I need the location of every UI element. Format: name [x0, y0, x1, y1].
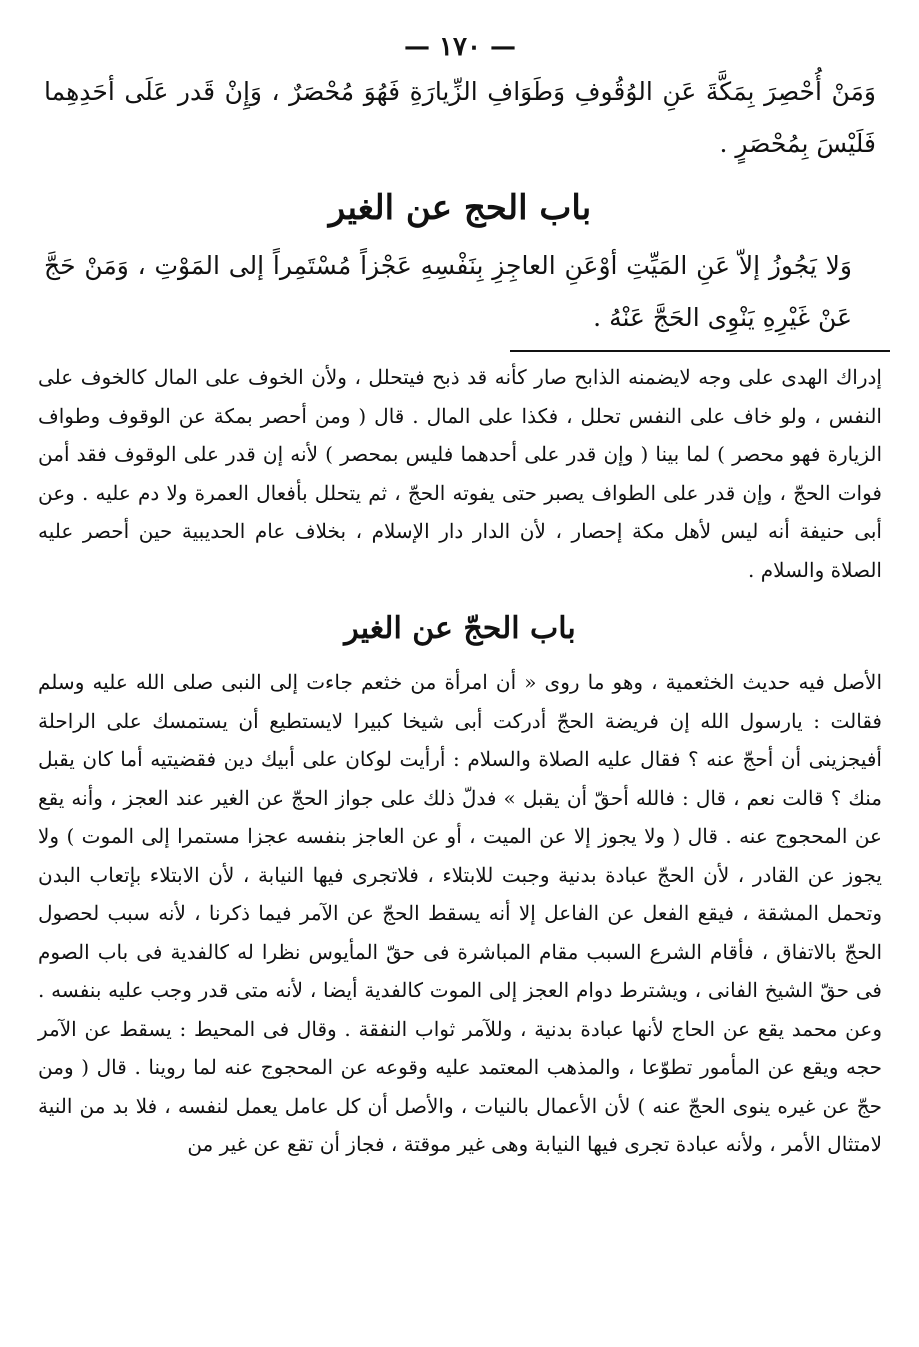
document-page — [30, 30, 890, 1320]
sharh-body-paragraph: الأصل فيه حديث الخثعمية ، وهو ما روى « أن امرأة من خثعم جاءت إلى النبى صلى الله عليه وسلم فقالت : يارسول الله إن فريضة الحجّ أدركت أبى شيخا كبيرا لايستطيع أن يستمسك على الراحلة أفيجزينى أن أحجّ عنه ؟ فقال عليه الصلاة والسلام : أرأيت لوكان على أبيك دين فقضيتيه أما كان يقبل منك ؟ قالت نعم ، قال : فالله أحقّ أن يقبل » فدلّ ذلك على جواز الحجّ عن الغير عند العجز ، وأنه يقع عن المحجوج عنه . قال ( ولا يجوز إلا عن الميت ، أو عن العاجز بنفسه عجزا مستمرا إلى الموت ) ولا يجوز عن القادر ، لأن الحجّ عبادة بدنية وجبت للابتلاء ، فلاتجرى فيها النيابة ، لأن الابتلاء بإتعاب البدن وتحمل المشقة ، فيقع الفعل عن الفاعل إلا أنه يسقط الحجّ عن الآمر فيما ذكرنا ، لأنه سبب لحصول الحجّ بالاتفاق ، فأقام الشرع السبب مقام المباشرة فى حقّ المأيوس نظرا له كالفدية فى باب الصوم فى حقّ الشيخ الفانى ، ويشترط دوام العجز إلى الموت كالفدية أيضا ، لأنه متى قدر وجب عليه بنفسه . وعن محمد يقع عن الحاج لأنها عبادة بدنية ، وللآمر ثواب النفقة . وقال فى المحيط : يسقط عن الآمر حجه ويقع عن المأمور تطوّعا ، والمذهب المعتمد عليه وقوعه عن المحجوج عنه لما روينا . قال ( ومن حجّ عن غيره ينوى الحجّ عنه ) لأن الأعمال بالنيات ، والأصل أن كل عامل يعمل لنفسه ، فلا بد من النية لامتثال الأمر ، ولأنه عبادة تجرى فيها النيابة وهى غير موقتة ، فجاز أن تقع عن غير من — [38, 670, 882, 1156]
sharh-chapter-title: باب الحجّ عن الغير — [344, 611, 576, 646]
section-divider — [510, 350, 890, 352]
chapter-matn-paragraph: وَلا يَجُوزُ إلاّ عَنِ المَيِّتِ أوْعَنِ العاجِزِ بِنَفْسِهِ عَجْزاً مُسْتَمِراً إلى المَوْتِ ، وَمَنْ حَجَّ عَنْ غَيْرِهِ يَنْوِى الحَجَّ عَنْهُ . — [44, 251, 852, 332]
sharh-top-paragraph: إدراك الهدى على وجه لايضمنه الذابح صار كأنه قد ذبح فيتحلل ، ولأن الخوف على المال كالخوف على النفس ، ولو خاف على النفس تحلل ، فكذا على المال . قال ( ومن أحصر بمكة عن الوقوف وطواف الزيارة فهو محصر ) لما بينا ( وإن قدر على أحدهما فليس بمحصر ) لأنه إن قدر على الوقوف فقد أمن فوات الحجّ ، وإن قدر على الطواف يصبر حتى يفوته الحجّ ، ثم يتحلل بأفعال العمرة ولا دم عليه . وعن أبى حنيفة أنه ليس لأهل مكة إحصار ، لأن الدار دار الإسلام ، بخلاف عام الحديبية حين أحصر عليه الصلاة والسلام . — [38, 365, 882, 582]
page-number: — ١٧٠ — — [403, 32, 517, 62]
chapter-title: باب الحج عن الغير — [328, 188, 592, 228]
chapter-matn-block — [30, 240, 890, 344]
matn-top-paragraph: وَمَنْ أُحْصِرَ بِمَكَّةَ عَنِ الوُقُوفِ وَطَوَافِ الزِّيارَةِ فَهُوَ مُحْصَرٌ ، وَإِنْ قَدر عَلَى أحَدِهِما فَلَيْسَ بِمُحْصَرٍ . — [44, 77, 876, 158]
